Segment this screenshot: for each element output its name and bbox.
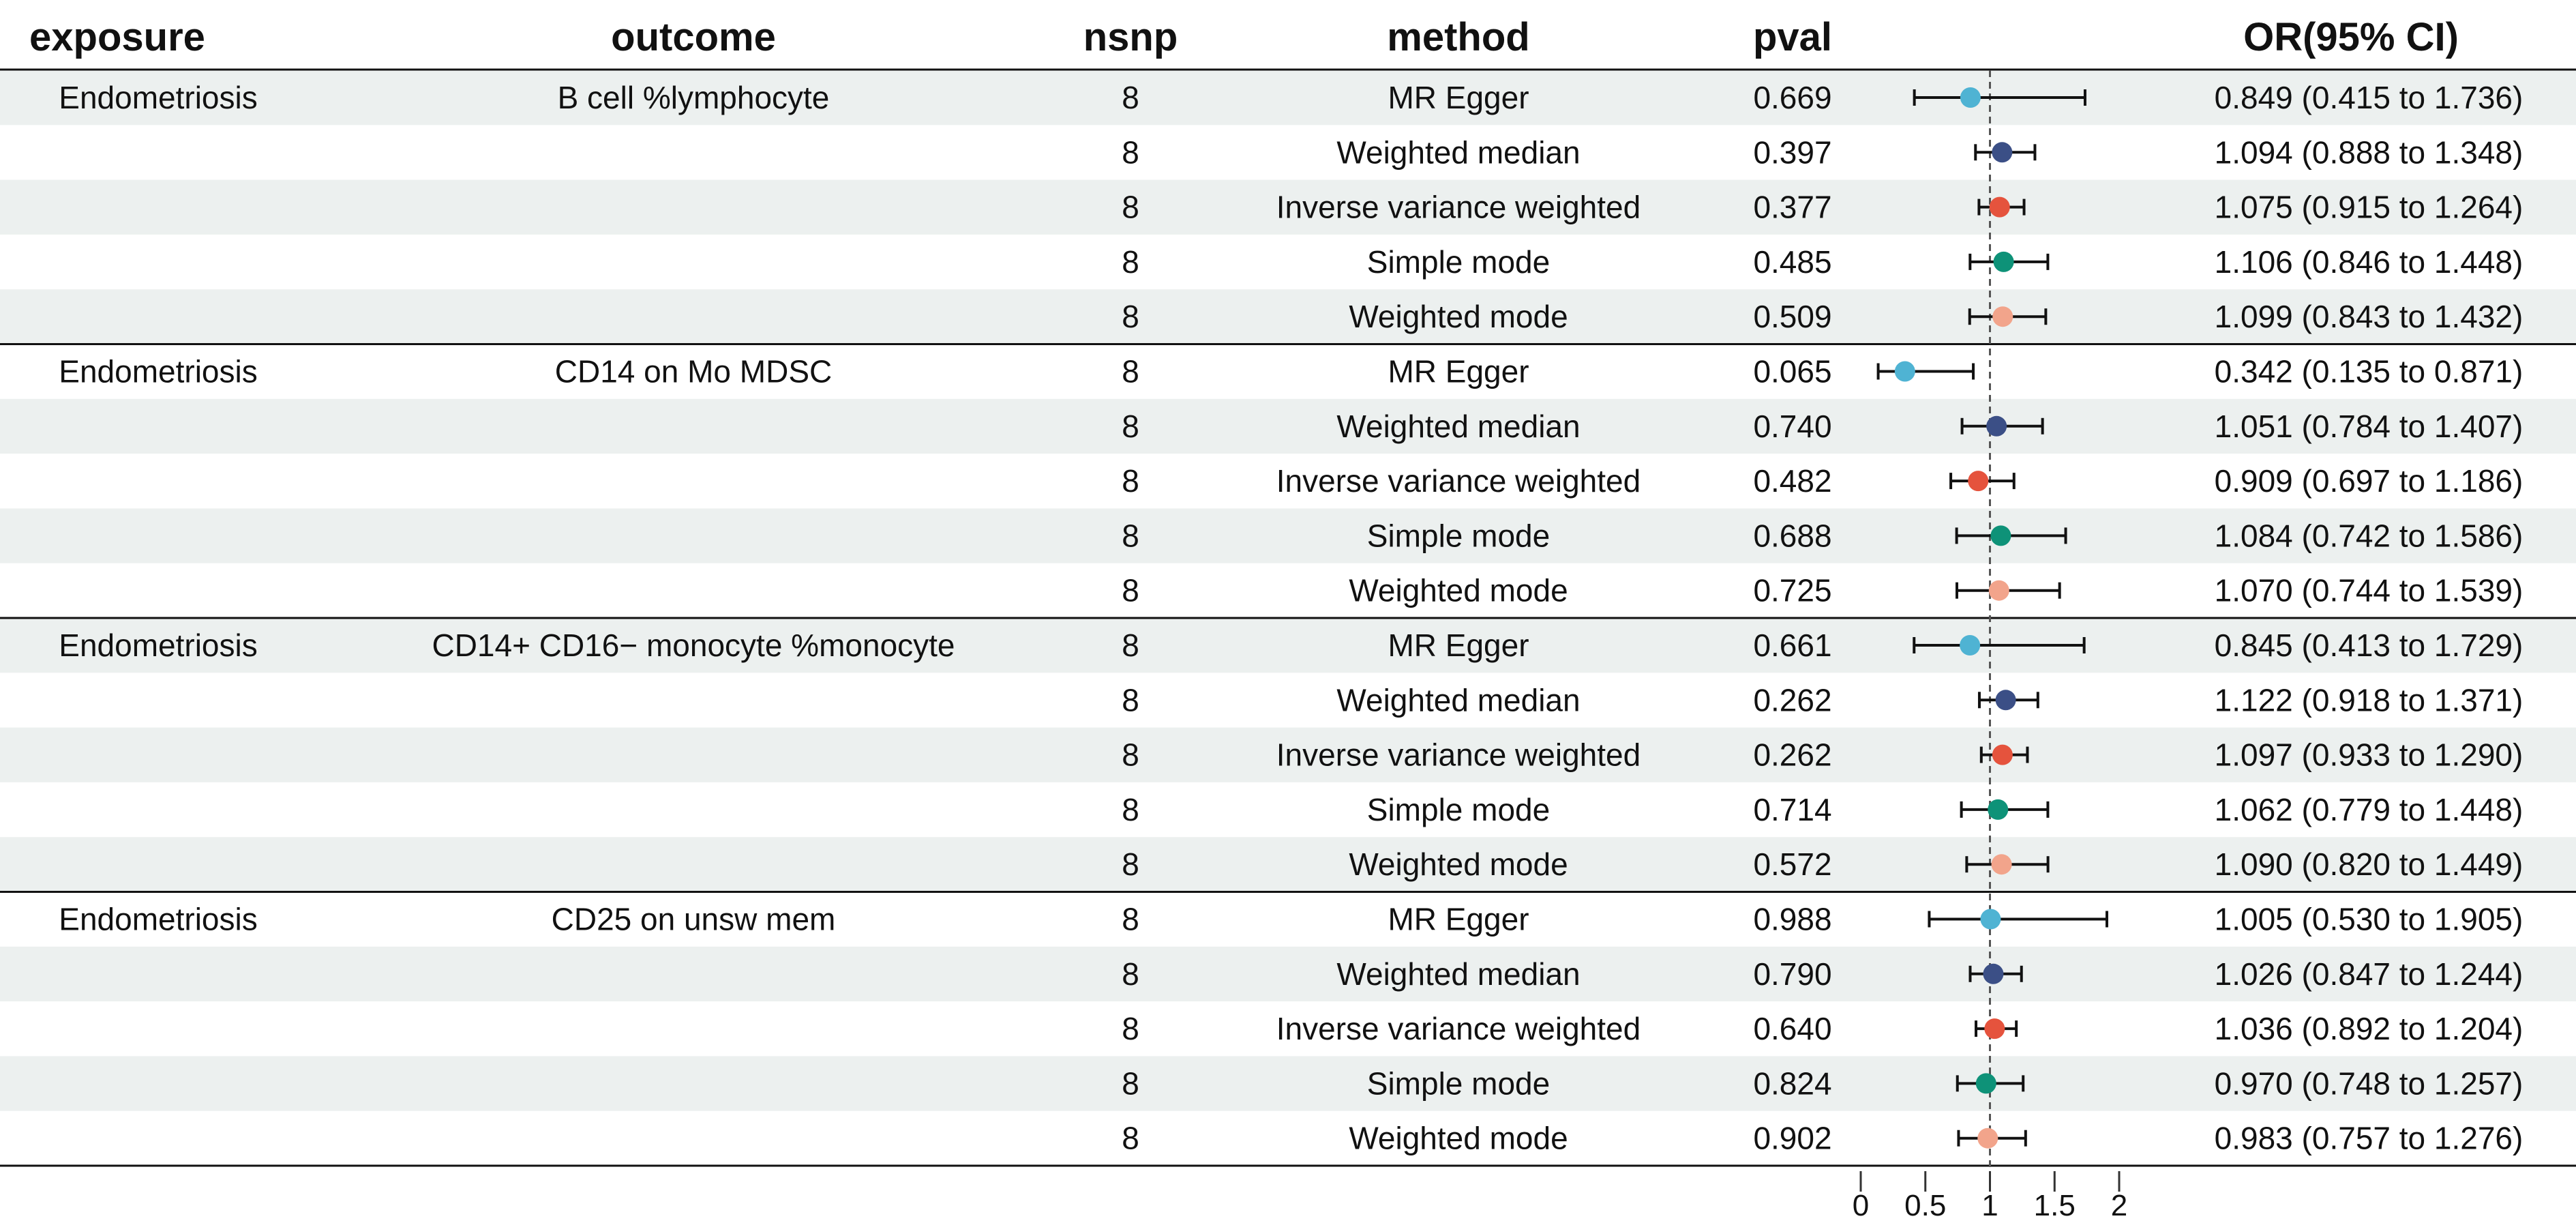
method-label: Weighted mode <box>1349 299 1568 335</box>
pval-value: 0.688 <box>1753 518 1832 554</box>
or-ci-value: 1.036 (0.892 to 1.204) <box>2214 1011 2523 1047</box>
pval-value: 0.397 <box>1753 134 1832 171</box>
or-point <box>1895 362 1915 382</box>
nsnp-value: 8 <box>1122 353 1139 389</box>
pval-value: 0.714 <box>1753 791 1832 827</box>
nsnp-value: 8 <box>1122 901 1139 937</box>
pval-value: 0.262 <box>1753 682 1832 718</box>
exposure-label: Endometriosis <box>59 628 258 663</box>
nsnp-value: 8 <box>1122 682 1139 718</box>
outcome-label: CD14 on Mo MDSC <box>554 353 833 389</box>
header-nsnp: nsnp <box>1083 15 1178 59</box>
or-ci-value: 1.084 (0.742 to 1.586) <box>2214 518 2523 554</box>
pval-value: 0.485 <box>1753 244 1832 280</box>
row-stripe <box>0 947 2576 1001</box>
or-point <box>1992 306 2013 327</box>
or-ci-value: 1.122 (0.918 to 1.371) <box>2214 682 2523 718</box>
nsnp-value: 8 <box>1122 189 1139 225</box>
or-ci-value: 1.075 (0.915 to 1.264) <box>2214 189 2523 225</box>
nsnp-value: 8 <box>1122 299 1139 335</box>
or-point <box>1990 197 2010 218</box>
or-point <box>1989 580 2009 601</box>
method-label: MR Egger <box>1388 628 1529 663</box>
or-point <box>1990 525 2011 546</box>
header-exposure: exposure <box>29 15 205 59</box>
or-point <box>1992 142 2012 162</box>
pval-value: 0.988 <box>1753 901 1832 937</box>
method-label: Simple mode <box>1366 244 1551 280</box>
or-point <box>1960 635 1980 655</box>
pval-value: 0.902 <box>1753 1120 1832 1156</box>
row-stripe <box>0 508 2576 563</box>
method-label: Weighted mode <box>1349 846 1568 883</box>
outcome-label: CD25 on unsw mem <box>551 901 836 937</box>
row-stripe <box>0 289 2576 344</box>
pval-value: 0.377 <box>1753 189 1832 225</box>
method-label: Simple mode <box>1366 518 1551 554</box>
row-stripe <box>0 1056 2576 1110</box>
or-point <box>1968 471 1988 491</box>
nsnp-value: 8 <box>1122 408 1139 444</box>
x-tick-label: 1.5 <box>2033 1189 2076 1222</box>
method-label: MR Egger <box>1388 901 1529 937</box>
x-tick-label: 2 <box>2110 1189 2128 1222</box>
row-stripe <box>0 618 2576 673</box>
or-point <box>1988 799 2008 820</box>
or-point <box>1960 87 1981 108</box>
or-point <box>1977 1128 1998 1149</box>
outcome-label: B cell %lymphocyte <box>557 80 830 115</box>
nsnp-value: 8 <box>1122 791 1139 827</box>
pval-value: 0.509 <box>1753 299 1832 335</box>
pval-value: 0.790 <box>1753 956 1832 992</box>
or-point <box>1996 690 2016 710</box>
nsnp-value: 8 <box>1122 80 1139 115</box>
or-point <box>1984 1018 2005 1039</box>
pval-value: 0.669 <box>1753 80 1832 115</box>
or-point <box>1992 854 2012 874</box>
or-ci-value: 1.062 (0.779 to 1.448) <box>2214 791 2523 827</box>
or-ci-value: 1.070 (0.744 to 1.539) <box>2214 572 2523 608</box>
or-ci-value: 0.983 (0.757 to 1.276) <box>2214 1120 2523 1156</box>
method-label: Weighted median <box>1336 134 1581 171</box>
or-ci-value: 0.845 (0.413 to 1.729) <box>2214 628 2523 663</box>
pval-value: 0.725 <box>1753 572 1832 608</box>
pval-value: 0.482 <box>1753 463 1832 499</box>
method-label: Inverse variance weighted <box>1276 1011 1641 1047</box>
row-stripes <box>0 70 2576 1111</box>
or-point <box>1994 252 2014 272</box>
method-label: Inverse variance weighted <box>1276 463 1641 499</box>
or-ci-value: 1.051 (0.784 to 1.407) <box>2214 408 2523 444</box>
nsnp-value: 8 <box>1122 1065 1139 1102</box>
pval-value: 0.740 <box>1753 408 1832 444</box>
nsnp-value: 8 <box>1122 956 1139 992</box>
or-ci-value: 0.970 (0.748 to 1.257) <box>2214 1065 2523 1102</box>
or-ci-value: 1.099 (0.843 to 1.432) <box>2214 299 2523 335</box>
row-stripe <box>0 70 2576 125</box>
or-ci-value: 1.106 (0.846 to 1.448) <box>2214 244 2523 280</box>
pval-value: 0.065 <box>1753 353 1832 389</box>
pval-value: 0.661 <box>1753 628 1832 663</box>
row-stripe <box>0 837 2576 892</box>
nsnp-value: 8 <box>1122 463 1139 499</box>
nsnp-value: 8 <box>1122 628 1139 663</box>
pval-value: 0.824 <box>1753 1065 1832 1102</box>
nsnp-value: 8 <box>1122 244 1139 280</box>
nsnp-value: 8 <box>1122 1120 1139 1156</box>
or-ci-value: 0.342 (0.135 to 0.871) <box>2214 353 2523 389</box>
or-ci-value: 1.094 (0.888 to 1.348) <box>2214 134 2523 171</box>
or-ci-value: 0.909 (0.697 to 1.186) <box>2214 463 2523 499</box>
or-point <box>1976 1073 1996 1093</box>
method-label: Inverse variance weighted <box>1276 737 1641 773</box>
column-headers <box>29 15 2459 59</box>
or-ci-value: 1.090 (0.820 to 1.449) <box>2214 846 2523 883</box>
row-stripe <box>0 399 2576 454</box>
method-label: Simple mode <box>1366 1065 1551 1102</box>
method-label: MR Egger <box>1388 80 1529 115</box>
or-ci-value: 0.849 (0.415 to 1.736) <box>2214 80 2523 115</box>
x-axis <box>1853 1171 2127 1222</box>
outcome-label: CD14+ CD16− monocyte %monocyte <box>432 628 955 663</box>
or-ci-value: 1.097 (0.933 to 1.290) <box>2214 737 2523 773</box>
header-or-ci: OR(95% CI) <box>2243 15 2459 59</box>
nsnp-value: 8 <box>1122 846 1139 883</box>
method-label: Weighted median <box>1336 956 1581 992</box>
x-tick-label: 1 <box>1981 1189 1998 1222</box>
pval-value: 0.262 <box>1753 737 1832 773</box>
or-point <box>1980 909 2001 930</box>
x-tick-label: 0.5 <box>1904 1189 1947 1222</box>
or-ci-value: 1.026 (0.847 to 1.244) <box>2214 956 2523 992</box>
nsnp-value: 8 <box>1122 518 1139 554</box>
header-outcome: outcome <box>611 15 776 59</box>
method-label: Inverse variance weighted <box>1276 189 1641 225</box>
nsnp-value: 8 <box>1122 134 1139 171</box>
or-ci-value: 1.005 (0.530 to 1.905) <box>2214 901 2523 937</box>
or-point <box>1986 416 2007 437</box>
header-method: method <box>1387 15 1530 59</box>
nsnp-value: 8 <box>1122 737 1139 773</box>
or-point <box>1983 964 2003 984</box>
or-point <box>1992 745 2013 765</box>
nsnp-value: 8 <box>1122 572 1139 608</box>
pval-value: 0.572 <box>1753 846 1832 883</box>
nsnp-value: 8 <box>1122 1011 1139 1047</box>
method-label: Weighted mode <box>1349 572 1568 608</box>
method-label: Weighted median <box>1336 408 1581 444</box>
pval-value: 0.640 <box>1753 1011 1832 1047</box>
method-label: Simple mode <box>1366 791 1551 827</box>
exposure-label: Endometriosis <box>59 353 258 389</box>
x-tick-label: 0 <box>1852 1189 1870 1222</box>
header-pval: pval <box>1752 15 1833 59</box>
method-label: MR Egger <box>1388 353 1529 389</box>
method-label: Weighted mode <box>1349 1120 1568 1156</box>
exposure-label: Endometriosis <box>59 901 258 937</box>
exposure-label: Endometriosis <box>59 80 258 115</box>
method-label: Weighted median <box>1336 682 1581 718</box>
